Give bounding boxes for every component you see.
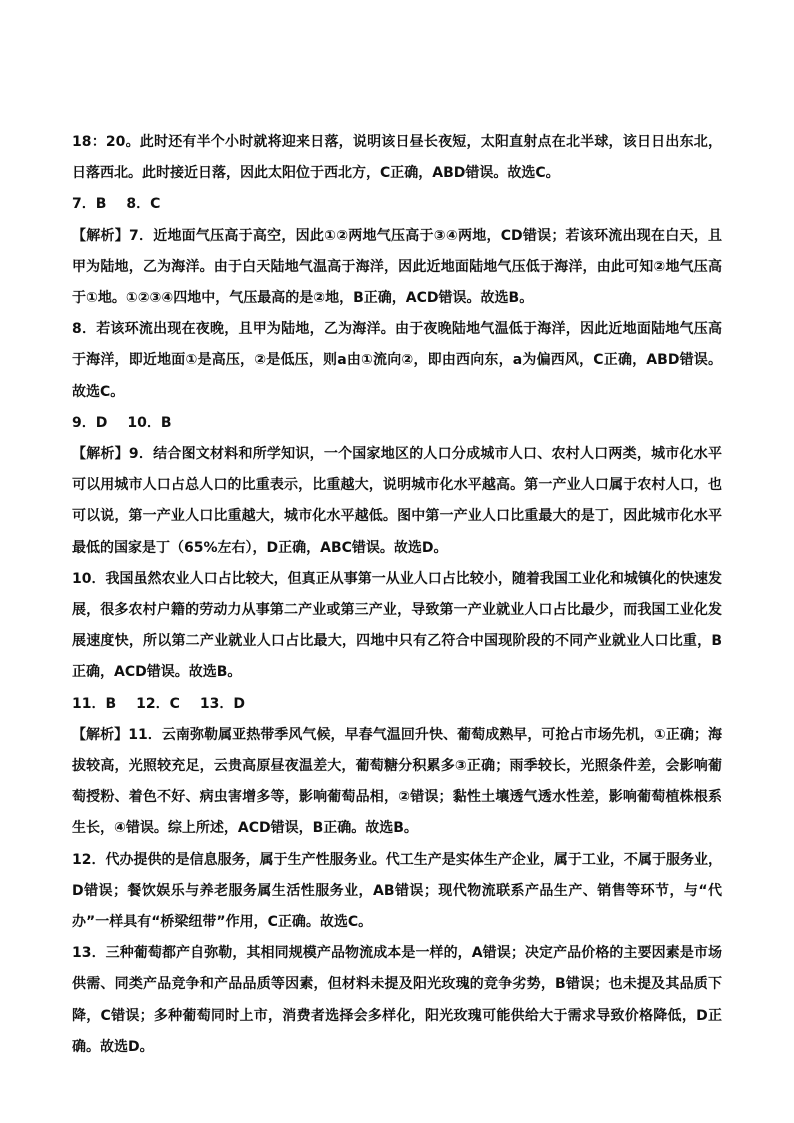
answer-11: 11．B — [72, 695, 117, 712]
analysis-q7: 【解析】7．近地面气压高于高空，因此①②两地气压高于③④两地，CD错误；若该环流出现在白天，且甲为陆地，乙为海洋。由于白天陆地气温高于海洋，因此近地面陆地气压低于海洋，由此可知②地气压高于①地。①②③④四地中，气压最高的是②地，B正确，ACD错误。故选B。 — [72, 227, 722, 307]
analysis-q9: 【解析】9．结合图文材料和所学知识，一个国家地区的人口分成城市人口、农村人口两类，城市化水平可以用城市人口占总人口的比重表示，比重越大，说明城市化水平越高。第一产业人口属于农村人口，也可以说，第一产业人口比重越大，城市化水平越低。图中第一产业人口比重最大的是丁，因此城市化水平最低的国家是丁（65%左右），D正确，ABC错误。故选D。 — [72, 446, 722, 556]
answer-line-9-10 — [72, 408, 722, 439]
document-body — [72, 127, 722, 1063]
answer-10: 10．B — [127, 414, 172, 431]
answer-line-11-13 — [72, 689, 722, 720]
answer-13: 13．D — [199, 695, 246, 712]
answer-7: 7．B — [72, 196, 107, 213]
answer-line-7-8 — [72, 189, 722, 220]
analysis-q10: 10．我国虽然农业人口占比较大，但真正从事第一从业人口占比较小，随着我国工业化和城镇化的快速发展，很多农村户籍的劳动力从事第二产业或第三产业，导致第一产业就业人口占比最少，而我国工业化发展速度快，所以第二产业就业人口占比最大，四地中只有乙符合中国现阶段的不同产业就业人口比重，B正确，ACD错误。故选B。 — [72, 570, 722, 681]
answer-9: 9．D — [72, 414, 108, 431]
analysis-q11: 【解析】11．云南弥勒属亚热带季风气候，早春气温回升快、葡萄成熟早，可抢占市场先机，①正确；海拔较高，光照较充足，云贵高原昼夜温差大，葡萄糖分积累多③正确；雨季较长，光照条件差，会影响葡萄授粉、着色不好、病虫害增多等，影响葡萄品相，②错误；黏性土壤透气透水性差，影响葡萄植株根系生长，④错误。综上所述，ACD错误，B正确。故选B。 — [72, 726, 722, 837]
paragraph-q18-end: 18：20。此时还有半个小时就将迎来日落，说明该日昼长夜短，太阳直射点在北半球，该日日出东北，日落西北。此时接近日落，因此太阳位于西北方，C正确，ABD错误。故选C。 — [72, 134, 722, 182]
analysis-q8: 8．若该环流出现在夜晚，且甲为陆地，乙为海洋。由于夜晚陆地气温低于海洋，因此近地面陆地气压高于海洋，即近地面①是高压，②是低压，则a由①流向②，即由西向东，a为偏西风，C正确，ABD错误。故选C。 — [72, 321, 722, 400]
analysis-q12: 12．代办提供的是信息服务，属于生产性服务业。代工生产是实体生产企业，属于工业，不属于服务业，D错误；餐饮娱乐与养老服务属生活性服务业，AB错误；现代物流联系产品生产、销售等环节，与“代办”一样具有“桥梁纽带”作用，C正确。故选C。 — [72, 851, 722, 931]
analysis-q13: 13．三种葡萄都产自弥勒，其相同规模产品物流成本是一样的，A错误；决定产品价格的主要因素是市场供需、同类产品竞争和产品品质等因素，但材料未提及阳光玫瑰的竞争劣势，B错误；也未提及其品质下降，C错误；多种葡萄同时上市，消费者选择会多样化，阳光玫瑰可能供给大于需求导致价格降低，D正确。故选D。 — [72, 945, 722, 1055]
answer-12: 12．C — [136, 695, 180, 712]
answer-8: 8．C — [126, 196, 161, 213]
